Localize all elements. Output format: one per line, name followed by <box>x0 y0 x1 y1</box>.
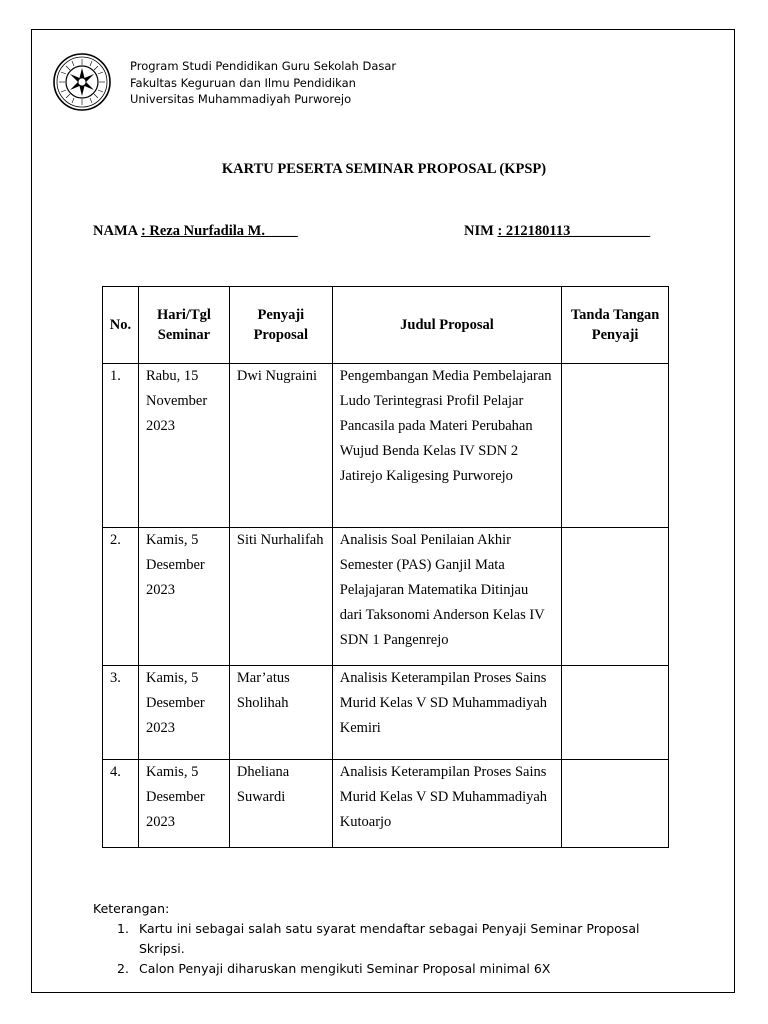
notes-section <box>93 899 679 979</box>
table-row <box>103 528 669 666</box>
seminar-table <box>102 286 669 848</box>
row-proposal-title: Analisis Keterampilan Proses Sains Murid Kelas V SD Muhammadiyah Kutoarjo <box>332 760 561 848</box>
row-number: 2. <box>103 528 139 666</box>
row-presenter: Mar’atus Sholihah <box>229 666 332 760</box>
row-date: Kamis, 5 Desember 2023 <box>138 528 229 666</box>
table-header-row <box>103 287 669 364</box>
notes-label: Keterangan: <box>93 901 170 916</box>
row-date: Rabu, 15 November 2023 <box>138 364 229 528</box>
column-header-signature: Tanda Tangan Penyaji <box>562 287 669 364</box>
row-number: 1. <box>103 364 139 528</box>
note-text: Calon Penyaji diharuskan mengikuti Seminar Proposal minimal 6X <box>139 961 551 976</box>
signature-cell[interactable] <box>562 364 669 528</box>
row-date: Kamis, 5 Desember 2023 <box>138 760 229 848</box>
row-proposal-title: Analisis Soal Penilaian Akhir Semester (PAS) Ganjil Mata Pelajajaran Matematika Ditinjau dari Taksonomi Anderson Kelas IV SDN 1 Pangenrejo <box>332 528 561 666</box>
row-proposal-title: Analisis Keterampilan Proses Sains Murid Kelas V SD Muhammadiyah Kemiri <box>332 666 561 760</box>
row-presenter: Dwi Nugraini <box>229 364 332 528</box>
signature-cell[interactable] <box>562 666 669 760</box>
table-row <box>103 364 669 528</box>
column-header-no: No. <box>103 287 139 364</box>
note-number: 1. <box>117 921 129 936</box>
row-number: 4. <box>103 760 139 848</box>
nim-value: : 212180113___________ <box>497 223 651 239</box>
row-proposal-title: Pengembangan Media Pembelajaran Ludo Terintegrasi Profil Pelajar Pancasila pada Materi Perubahan Wujud Benda Kelas IV SDN 2 Jatirejo Kaligesing Purworejo <box>332 364 561 528</box>
notes-list <box>93 919 679 979</box>
column-header-date: Hari/Tgl Seminar <box>138 287 229 364</box>
row-date: Kamis, 5 Desember 2023 <box>138 666 229 760</box>
nama-label: NAMA <box>93 223 138 239</box>
signature-cell[interactable] <box>562 528 669 666</box>
note-text: Kartu ini sebagai salah satu syarat mendaftar sebagai Penyaji Seminar Proposal Skripsi. <box>139 921 640 956</box>
row-number: 3. <box>103 666 139 760</box>
nim-label: NIM <box>464 223 494 239</box>
university-line: Universitas Muhammadiyah Purworejo <box>130 92 352 106</box>
nama-field <box>93 223 298 240</box>
note-number: 2. <box>117 961 129 976</box>
row-presenter: Siti Nurhalifah <box>229 528 332 666</box>
study-program-line: Program Studi Pendidikan Guru Sekolah Dasar <box>130 59 397 73</box>
institution-header <box>130 58 396 108</box>
faculty-line: Fakultas Keguruan dan Ilmu Pendidikan <box>130 75 356 90</box>
column-header-presenter: Penyaji Proposal <box>229 287 332 364</box>
list-item <box>93 959 679 979</box>
university-seal-icon <box>52 52 112 112</box>
column-header-title: Judul Proposal <box>332 287 561 364</box>
signature-cell[interactable] <box>562 760 669 848</box>
nama-value: : Reza Nurfadila M. ____ <box>140 223 298 239</box>
list-item <box>93 919 679 959</box>
nim-field <box>464 223 650 240</box>
row-presenter: Dheliana Suwardi <box>229 760 332 848</box>
document-title: KARTU PESERTA SEMINAR PROPOSAL (KPSP) <box>221 161 547 177</box>
table-row <box>103 666 669 760</box>
table-row <box>103 760 669 848</box>
